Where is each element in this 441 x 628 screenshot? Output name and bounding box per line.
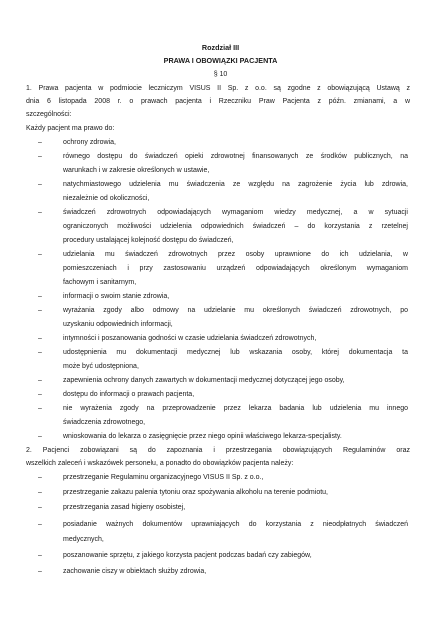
dash-bullet: –	[38, 474, 42, 481]
dash-bullet: –	[38, 521, 42, 528]
list-item-text: ochrony zdrowia,	[63, 139, 116, 146]
dash-bullet: –	[38, 391, 42, 398]
paragraph-line: 1. Prawa pacjenta w podmiocie leczniczym VISUS II Sp. z o.o. są zgodne z obowiązującą Ustawą z	[26, 85, 410, 92]
dash-bullet: –	[38, 293, 42, 300]
dash-bullet: –	[38, 504, 42, 511]
list-item-text: ograniczonych możliwości udzielenia odpowiednich świadczeń – do korzystania z rzetelnej	[63, 223, 408, 230]
list-item-text: przestrzegania zasad higieny osobistej,	[63, 504, 186, 511]
list-item-text: wyrażania zgody albo odmowy na udzielanie mu określonych świadczeń zdrowotnych, po	[63, 307, 408, 314]
dash-bullet: –	[38, 153, 42, 160]
list-item-text: świadczeń zdrowotnych odpowiadających wymaganiom wiedzy medycznej, a w sytuacji	[63, 209, 408, 216]
paragraph-line: wszelkich zaleceń i wskazówek personelu, a ponadto do obowiązków pacjenta należy:	[26, 460, 294, 467]
paragraph-line: szczególności:	[26, 111, 72, 118]
dash-bullet: –	[38, 349, 42, 356]
dash-bullet: –	[38, 377, 42, 384]
list-item-text: pomieszczeniach i przy zastosowaniu urządzeń odpowiadających określonym wymaganiom	[63, 265, 408, 272]
list-item-text: warunkach i w zakresie określonych w ustawie,	[63, 167, 210, 174]
paragraph-line: 2. Pacjenci zobowiązani są do zapoznania i przestrzegania obowiązujących Regulaminów oraz	[26, 447, 410, 454]
list-item-text: procedury ustalającej kolejność dostępu do świadczeń,	[63, 237, 234, 244]
list-item-text: natychmiastowego udzielenia mu świadczenia ze względu na zagrożenie życia lub zdrowia,	[63, 181, 408, 188]
list-item-text: dostępu do informacji o prawach pacjenta,	[63, 391, 195, 398]
list-item-text: posiadanie ważnych dokumentów uprawniających do korzystania z nieodpłatnych świadczeń	[63, 521, 408, 528]
section-mark: § 10	[213, 71, 228, 78]
dash-bullet: –	[38, 433, 42, 440]
list-item-text: medycznych,	[63, 536, 104, 543]
paragraph-line: dnia 6 listopada 2008 r. o prawach pacjenta i Rzeczniku Praw Pacjenta z późn. zmianami, a w	[26, 98, 410, 105]
dash-bullet: –	[38, 139, 42, 146]
list-item-text: może być udostępniona,	[63, 363, 139, 370]
list-item-text: równego dostępu do świadczeń opieki zdrowotnej finansowanych ze środków publicznych, na	[63, 153, 408, 160]
list-item-text: przestrzeganie Regulaminu organizacyjnego VISUS II Sp. z o.o.,	[63, 474, 264, 481]
dash-bullet: –	[38, 307, 42, 314]
dash-bullet: –	[38, 181, 42, 188]
dash-bullet: –	[38, 568, 42, 575]
list-item-text: fachowym i sanitarnym,	[63, 279, 137, 286]
dash-bullet: –	[38, 489, 42, 496]
list-item-text: udzielania mu świadczeń zdrowotnych przez osoby uprawnione do ich udzielania, w	[63, 251, 408, 258]
chapter-heading: Rozdział III	[201, 43, 240, 52]
list-item-text: udostępnienia mu dokumentacji medycznej lub wskazania osoby, której dokumentacja ta	[63, 349, 408, 356]
list-item-text: informacji o swoim stanie zdrowia,	[63, 293, 170, 300]
list-item-text: poszanowanie sprzętu, z jakiego korzysta pacjent podczas badań czy zabiegów,	[63, 552, 312, 559]
list-item-text: niezależnie od okoliczności,	[63, 195, 150, 202]
dash-bullet: –	[38, 251, 42, 258]
list-item-text: intymności i poszanowania godności w czasie udzielania świadczeń zdrowotnych,	[63, 335, 317, 342]
list-item-text: przestrzeganie zakazu palenia tytoniu oraz spożywania alkoholu na terenie podmiotu,	[63, 489, 328, 496]
dash-bullet: –	[38, 209, 42, 216]
list-item-text: świadczenia zdrowotnego,	[63, 419, 146, 426]
list-item-text: nie wyrażenia zgody na przeprowadzenie przez lekarza badania lub udzielenia mu innego	[63, 405, 408, 412]
dash-bullet: –	[38, 335, 42, 342]
list-item-text: uzyskaniu odpowiednich informacji,	[63, 321, 173, 328]
list-item-text: wnioskowania do lekarza o zasięgnięcie przez niego opinii właściwego lekarza-specjalisty.	[63, 433, 342, 440]
dash-bullet: –	[38, 405, 42, 412]
list-item-text: zachowanie ciszy w obiektach służby zdrowia,	[63, 568, 207, 575]
dash-bullet: –	[38, 552, 42, 559]
list-item-text: zapewnienia ochrony danych zawartych w dokumentacji medycznej dotyczącej jego osoby,	[63, 377, 345, 384]
paragraph-line: Każdy pacjent ma prawo do:	[26, 125, 115, 132]
chapter-title: PRAWA I OBOWIĄZKI PACJENTA	[163, 56, 278, 65]
